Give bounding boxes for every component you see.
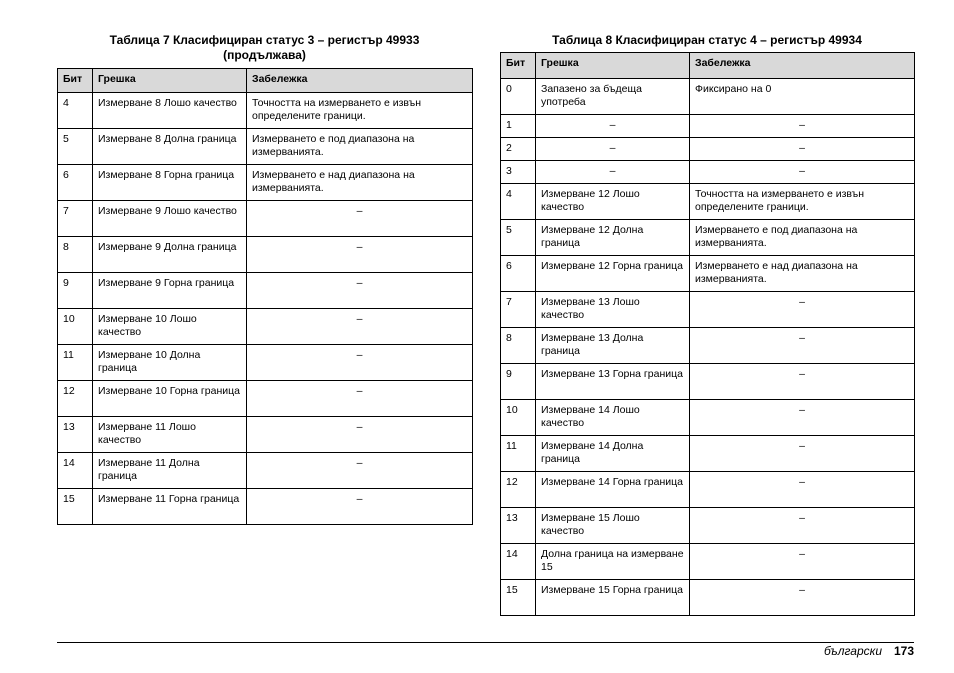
cell-note: Точността на измерването е извън определените граници. — [247, 93, 473, 129]
cell-note: – — [690, 544, 915, 580]
cell-bit: 13 — [501, 508, 536, 544]
cell-note: – — [247, 381, 473, 417]
cell-error: Измерване 12 Горна граница — [536, 256, 690, 292]
cell-bit: 9 — [58, 273, 93, 309]
table-row — [501, 161, 915, 184]
cell-note: – — [690, 472, 915, 508]
table7-body — [58, 93, 473, 525]
cell-error: Измерване 8 Долна граница — [93, 129, 247, 165]
cell-error: Измерване 13 Горна граница — [536, 364, 690, 400]
cell-bit: 4 — [58, 93, 93, 129]
table-row — [501, 115, 915, 138]
column-header-error: Грешка — [93, 69, 247, 93]
column-header-error: Грешка — [536, 53, 690, 79]
cell-note: – — [247, 273, 473, 309]
table-row — [58, 237, 473, 273]
table-row — [58, 273, 473, 309]
table-row — [501, 184, 915, 220]
cell-bit: 13 — [58, 417, 93, 453]
cell-error: Измерване 12 Долна граница — [536, 220, 690, 256]
cell-note: Измерването е над диапазона на измерванията. — [247, 165, 473, 201]
table8-header-row — [501, 53, 915, 79]
cell-bit: 0 — [501, 79, 536, 115]
cell-error: – — [536, 115, 690, 138]
cell-note: – — [247, 237, 473, 273]
cell-error: Измерване 8 Горна граница — [93, 165, 247, 201]
cell-error: Измерване 9 Долна граница — [93, 237, 247, 273]
table-row — [501, 436, 915, 472]
table8-caption-title: Таблица 8 Класифициран статус 4 – регистър 49934 — [552, 33, 862, 47]
table7-caption — [57, 33, 472, 63]
cell-bit: 8 — [501, 328, 536, 364]
cell-bit: 6 — [58, 165, 93, 201]
cell-bit: 5 — [501, 220, 536, 256]
cell-error: Измерване 14 Долна граница — [536, 436, 690, 472]
cell-bit: 14 — [501, 544, 536, 580]
cell-error: Измерване 11 Долна граница — [93, 453, 247, 489]
cell-error: Измерване 10 Долна граница — [93, 345, 247, 381]
cell-note: – — [247, 453, 473, 489]
cell-bit: 15 — [58, 489, 93, 525]
table-row — [58, 381, 473, 417]
cell-note: – — [247, 309, 473, 345]
cell-note: Измерването е под диапазона на измерванията. — [690, 220, 915, 256]
table-row — [58, 309, 473, 345]
cell-bit: 7 — [501, 292, 536, 328]
cell-bit: 11 — [501, 436, 536, 472]
cell-bit: 8 — [58, 237, 93, 273]
cell-error: Измерване 12 Лошо качество — [536, 184, 690, 220]
table8 — [500, 52, 915, 616]
column-header-note: Забележка — [690, 53, 915, 79]
column-header-bit: Бит — [58, 69, 93, 93]
table-row — [58, 453, 473, 489]
cell-note: Точността на измерването е извън определените граници. — [690, 184, 915, 220]
table-row — [501, 508, 915, 544]
cell-error: Запазено за бъдеща употреба — [536, 79, 690, 115]
cell-error: Измерване 10 Лошо качество — [93, 309, 247, 345]
cell-error: – — [536, 161, 690, 184]
cell-note: Измерването е над диапазона на измерванията. — [690, 256, 915, 292]
table-row — [58, 165, 473, 201]
table-row — [58, 345, 473, 381]
table7-header-row — [58, 69, 473, 93]
cell-note: – — [690, 436, 915, 472]
page-number: 173 — [893, 644, 914, 658]
column-header-note: Забележка — [247, 69, 473, 93]
cell-bit: 4 — [501, 184, 536, 220]
cell-note: – — [690, 328, 915, 364]
cell-note: – — [690, 364, 915, 400]
cell-bit: 10 — [501, 400, 536, 436]
footer-language: български — [823, 644, 882, 658]
table-row — [501, 220, 915, 256]
cell-error: Измерване 13 Долна граница — [536, 328, 690, 364]
cell-error: Измерване 15 Лошо качество — [536, 508, 690, 544]
cell-bit: 6 — [501, 256, 536, 292]
cell-note: – — [690, 138, 915, 161]
cell-note: – — [690, 400, 915, 436]
cell-error: Измерване 14 Горна граница — [536, 472, 690, 508]
cell-bit: 14 — [58, 453, 93, 489]
cell-note: – — [690, 115, 915, 138]
cell-error: Измерване 8 Лошо качество — [93, 93, 247, 129]
table-row — [501, 138, 915, 161]
table-row — [58, 489, 473, 525]
cell-error: Измерване 11 Лошо качество — [93, 417, 247, 453]
cell-bit: 9 — [501, 364, 536, 400]
table-row — [501, 364, 915, 400]
cell-bit: 12 — [58, 381, 93, 417]
table-row — [501, 292, 915, 328]
cell-bit: 12 — [501, 472, 536, 508]
cell-bit: 3 — [501, 161, 536, 184]
cell-error: Измерване 14 Лошо качество — [536, 400, 690, 436]
table-row — [58, 201, 473, 237]
cell-error: Измерване 13 Лошо качество — [536, 292, 690, 328]
table-row — [58, 93, 473, 129]
cell-note: – — [690, 161, 915, 184]
table7-caption-continued: (продължава) — [223, 48, 306, 62]
table-row — [501, 256, 915, 292]
table-row — [501, 580, 915, 616]
cell-bit: 5 — [58, 129, 93, 165]
table-row — [58, 417, 473, 453]
cell-bit: 15 — [501, 580, 536, 616]
cell-error: Измерване 9 Лошо качество — [93, 201, 247, 237]
table-row — [501, 328, 915, 364]
cell-error: – — [536, 138, 690, 161]
table-row — [501, 472, 915, 508]
cell-error: Измерване 15 Горна граница — [536, 580, 690, 616]
table7-caption-title: Таблица 7 Класифициран статус 3 – регистър 49933 — [109, 33, 420, 47]
cell-error: Измерване 9 Горна граница — [93, 273, 247, 309]
cell-bit: 11 — [58, 345, 93, 381]
cell-bit: 1 — [501, 115, 536, 138]
table-row — [58, 129, 473, 165]
cell-note: Фиксирано на 0 — [690, 79, 915, 115]
column-header-bit: Бит — [501, 53, 536, 79]
cell-note: – — [247, 489, 473, 525]
cell-note: – — [247, 201, 473, 237]
cell-note: – — [690, 580, 915, 616]
cell-error: Долна граница на измерване 15 — [536, 544, 690, 580]
table8-body — [501, 79, 915, 616]
cell-error: Измерване 10 Горна граница — [93, 381, 247, 417]
table8-caption — [500, 33, 914, 48]
cell-note: – — [247, 345, 473, 381]
cell-error: Измерване 11 Горна граница — [93, 489, 247, 525]
cell-note: – — [247, 417, 473, 453]
table-row — [501, 400, 915, 436]
cell-note: – — [690, 292, 915, 328]
cell-note: – — [690, 508, 915, 544]
cell-note: Измерването е под диапазона на измерванията. — [247, 129, 473, 165]
table7 — [57, 68, 473, 525]
table-row — [501, 79, 915, 115]
cell-bit: 10 — [58, 309, 93, 345]
cell-bit: 7 — [58, 201, 93, 237]
cell-bit: 2 — [501, 138, 536, 161]
footer-divider — [57, 642, 914, 643]
table-row — [501, 544, 915, 580]
